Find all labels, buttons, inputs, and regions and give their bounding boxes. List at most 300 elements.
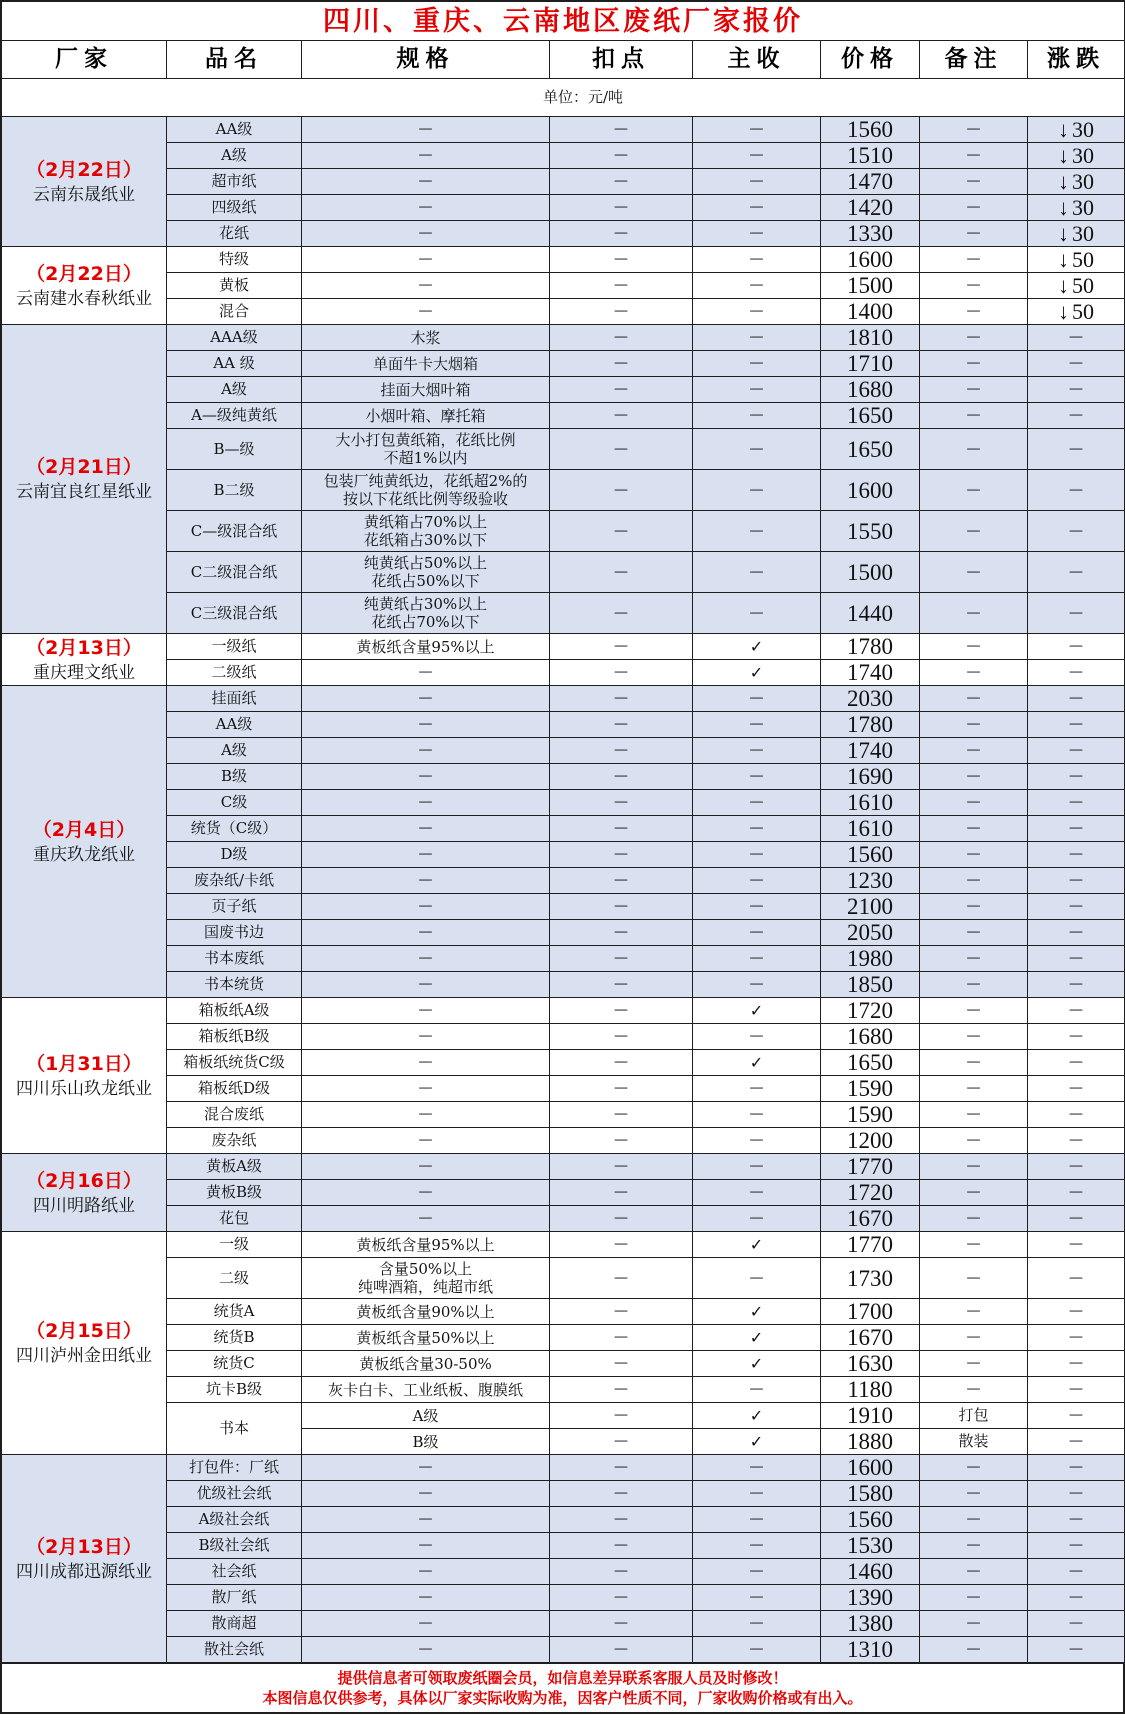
spec-cell <box>302 1637 550 1663</box>
change-cell: — <box>1028 325 1125 351</box>
spec-cell <box>302 920 550 946</box>
price-cell: 1650 <box>821 429 920 470</box>
price-cell: 1460 <box>821 1559 920 1585</box>
product-name: 散厂纸 <box>167 1585 302 1611</box>
note-cell: — <box>920 143 1028 169</box>
product-name: 一级 <box>167 1232 302 1258</box>
factory-date: （2月16日） <box>26 1169 142 1192</box>
price-cell: 1770 <box>821 1154 920 1180</box>
price-cell: 1180 <box>821 1377 920 1403</box>
product-name: 花纸 <box>167 221 302 247</box>
product-name: 箱板纸D级 <box>167 1076 302 1102</box>
product-name: 花包 <box>167 1206 302 1232</box>
spec-line: — <box>418 199 433 215</box>
change-cell: — <box>1028 1559 1125 1585</box>
main-cell: — <box>693 1559 821 1585</box>
main-cell: — <box>693 1455 821 1481</box>
table-row <box>2 920 1125 946</box>
table-row <box>2 117 1125 143</box>
price-cell: 1560 <box>821 1507 920 1533</box>
spec-cell <box>302 946 550 972</box>
spec-cell <box>302 511 550 552</box>
price-cell: 1440 <box>821 593 920 634</box>
table-row <box>2 1559 1125 1585</box>
table-row <box>2 1232 1125 1258</box>
spec-line: — <box>418 716 433 732</box>
table-row <box>2 764 1125 790</box>
product-name: 箱板纸B级 <box>167 1024 302 1050</box>
note-cell: — <box>920 511 1028 552</box>
price-cell: 1880 <box>821 1429 920 1455</box>
spec-line: 小烟叶箱、摩托箱 <box>365 406 486 425</box>
spec-cell <box>302 1050 550 1076</box>
product-name: 挂面纸 <box>167 686 302 712</box>
spec-line: 黄纸箱占70%以上 <box>363 513 488 531</box>
deduct-cell: — <box>550 868 693 894</box>
spec-cell <box>302 195 550 221</box>
note-cell: — <box>920 686 1028 712</box>
spec-line: 木浆 <box>410 328 441 347</box>
factory-name: 云南东晟纸业 <box>33 184 135 205</box>
spec-cell <box>302 1533 550 1559</box>
table-row <box>2 511 1125 552</box>
spec-cell <box>302 1481 550 1507</box>
spec-line: — <box>418 976 433 992</box>
change-cell: — <box>1028 868 1125 894</box>
factory-name: 重庆玖龙纸业 <box>33 844 135 865</box>
change-cell: — <box>1028 593 1125 634</box>
table-row <box>2 1611 1125 1637</box>
product-name: A级 <box>167 143 302 169</box>
table-row <box>2 868 1125 894</box>
change-value: 30 <box>1072 143 1094 168</box>
deduct-cell: — <box>550 1180 693 1206</box>
main-cell: — <box>693 195 821 221</box>
factory-cell <box>2 1455 167 1663</box>
price-cell: 1510 <box>821 143 920 169</box>
spec-line: — <box>418 173 433 189</box>
note-cell: — <box>920 593 1028 634</box>
spec-cell <box>302 842 550 868</box>
main-cell: — <box>693 247 821 273</box>
spec-line: — <box>418 251 433 267</box>
main-cell: — <box>693 1128 821 1154</box>
main-cell: — <box>693 790 821 816</box>
price-cell: 1560 <box>821 842 920 868</box>
deduct-cell: — <box>550 1429 693 1455</box>
change-cell: — <box>1028 686 1125 712</box>
note-cell: — <box>920 660 1028 686</box>
price-cell: 1330 <box>821 221 920 247</box>
table-row <box>2 1206 1125 1232</box>
down-arrow-icon: ↓ <box>1058 247 1069 272</box>
main-cell: — <box>693 1585 821 1611</box>
price-cell: 1230 <box>821 868 920 894</box>
product-name: 二级 <box>167 1258 302 1299</box>
price-cell: 1470 <box>821 169 920 195</box>
price-cell: 1390 <box>821 1585 920 1611</box>
main-cell: — <box>693 351 821 377</box>
factory-date: （1月31日） <box>26 1052 142 1075</box>
note-cell: — <box>920 1076 1028 1102</box>
change-cell: — <box>1028 1076 1125 1102</box>
table-row <box>2 660 1125 686</box>
deduct-cell: — <box>550 325 693 351</box>
table-row <box>2 1102 1125 1128</box>
header-factory: 厂家 <box>2 41 167 79</box>
price-cell: 1740 <box>821 738 920 764</box>
product-name: D级 <box>167 842 302 868</box>
price-cell: 1680 <box>821 377 920 403</box>
down-arrow-icon: ↓ <box>1058 143 1069 168</box>
change-cell: — <box>1028 1180 1125 1206</box>
spec-line: — <box>418 121 433 137</box>
price-cell: 1600 <box>821 1455 920 1481</box>
table-row <box>2 1180 1125 1206</box>
note-cell: — <box>920 1258 1028 1299</box>
product-name: 箱板纸A级 <box>167 998 302 1024</box>
main-cell: — <box>693 946 821 972</box>
price-cell: 1720 <box>821 1180 920 1206</box>
product-name: 统货C <box>167 1351 302 1377</box>
deduct-cell: — <box>550 1024 693 1050</box>
change-cell <box>1028 299 1125 325</box>
price-cell: 2050 <box>821 920 920 946</box>
product-name: 社会纸 <box>167 1559 302 1585</box>
spec-cell <box>302 403 550 429</box>
note-cell: — <box>920 351 1028 377</box>
spec-cell <box>302 1429 550 1455</box>
factory-name: 云南宜良红星纸业 <box>16 482 152 502</box>
note-cell: — <box>920 1128 1028 1154</box>
product-name: 废杂纸 <box>167 1128 302 1154</box>
product-name: 一级纸 <box>167 634 302 660</box>
spec-line: 灰卡白卡、工业纸板、腹膜纸 <box>327 1380 523 1399</box>
check-icon: ✓ <box>693 1325 821 1351</box>
factory-date: （2月13日） <box>26 636 142 659</box>
note-cell: — <box>920 1611 1028 1637</box>
change-cell: — <box>1028 1024 1125 1050</box>
spec-cell <box>302 1076 550 1102</box>
deduct-cell: — <box>550 593 693 634</box>
table-row <box>2 1455 1125 1481</box>
price-cell: 1580 <box>821 1481 920 1507</box>
product-name: C三级混合纸 <box>167 593 302 634</box>
table-row <box>2 143 1125 169</box>
note-cell: — <box>920 712 1028 738</box>
change-value: 50 <box>1072 299 1094 324</box>
main-cell: — <box>693 712 821 738</box>
down-arrow-icon: ↓ <box>1058 273 1069 298</box>
main-cell: — <box>693 1637 821 1663</box>
price-cell: 1500 <box>821 273 920 299</box>
product-name: 书本统货 <box>167 972 302 998</box>
factory-date: （2月21日） <box>26 456 142 478</box>
spec-line: 黄板纸含量30-50% <box>359 1354 492 1373</box>
note-cell: — <box>920 1232 1028 1258</box>
price-cell: 1630 <box>821 1351 920 1377</box>
note-cell: — <box>920 377 1028 403</box>
change-cell: — <box>1028 1481 1125 1507</box>
down-arrow-icon: ↓ <box>1058 299 1069 324</box>
price-cell: 1650 <box>821 403 920 429</box>
price-cell: 1740 <box>821 660 920 686</box>
change-cell <box>1028 117 1125 143</box>
deduct-cell: — <box>550 273 693 299</box>
deduct-cell: — <box>550 1299 693 1325</box>
change-value: 50 <box>1072 273 1094 298</box>
table-row <box>2 1507 1125 1533</box>
product-name: 混合 <box>167 299 302 325</box>
check-icon: ✓ <box>693 1429 821 1455</box>
change-value: 30 <box>1072 195 1094 220</box>
spec-cell <box>302 1611 550 1637</box>
price-cell: 1720 <box>821 998 920 1024</box>
table-row <box>2 1299 1125 1325</box>
deduct-cell: — <box>550 1611 693 1637</box>
spec-cell <box>302 221 550 247</box>
note-cell: — <box>920 1325 1028 1351</box>
spec-cell <box>302 764 550 790</box>
table-row <box>2 738 1125 764</box>
spec-cell <box>302 1377 550 1403</box>
spec-line: — <box>418 1158 433 1174</box>
product-name: 废杂纸/卡纸 <box>167 868 302 894</box>
note-cell: — <box>920 195 1028 221</box>
table-row <box>2 972 1125 998</box>
note-cell: — <box>920 1351 1028 1377</box>
table-row <box>2 686 1125 712</box>
deduct-cell: — <box>550 998 693 1024</box>
note-cell: — <box>920 1024 1028 1050</box>
change-cell: — <box>1028 351 1125 377</box>
note-cell: — <box>920 117 1028 143</box>
spec-line: 挂面大烟叶箱 <box>380 380 471 399</box>
main-cell: — <box>693 377 821 403</box>
spec-cell <box>302 1351 550 1377</box>
table-row <box>2 634 1125 660</box>
note-cell: 打包 <box>920 1403 1028 1429</box>
deduct-cell: — <box>550 1102 693 1128</box>
spec-line: 按以下花纸比例等级验收 <box>342 490 508 508</box>
change-cell: — <box>1028 1611 1125 1637</box>
note-cell: — <box>920 1377 1028 1403</box>
footer-note <box>2 1664 1124 1713</box>
price-table <box>1 1 1125 1663</box>
main-cell: — <box>693 738 821 764</box>
spec-cell <box>302 790 550 816</box>
table-row <box>2 1128 1125 1154</box>
header-row <box>2 41 1125 79</box>
factory-cell <box>2 1154 167 1232</box>
table-row <box>2 377 1125 403</box>
product-name: C二级混合纸 <box>167 552 302 593</box>
price-cell: 1670 <box>821 1325 920 1351</box>
change-value: 50 <box>1072 247 1094 272</box>
change-cell: — <box>1028 1637 1125 1663</box>
header-note: 备注 <box>920 41 1028 79</box>
spec-line: — <box>418 950 433 966</box>
note-cell: — <box>920 1102 1028 1128</box>
main-cell: — <box>693 1102 821 1128</box>
spec-cell <box>302 552 550 593</box>
note-cell: — <box>920 842 1028 868</box>
table-row <box>2 1351 1125 1377</box>
spec-cell <box>302 686 550 712</box>
price-cell: 1400 <box>821 299 920 325</box>
product-name: 坑卡B级 <box>167 1377 302 1403</box>
change-cell: — <box>1028 1585 1125 1611</box>
price-cell: 1670 <box>821 1206 920 1232</box>
deduct-cell: — <box>550 634 693 660</box>
main-cell: — <box>693 764 821 790</box>
spec-line: 纯啤酒箱，纯超市纸 <box>357 1278 493 1296</box>
factory-name: 重庆理文纸业 <box>33 662 135 683</box>
table-row <box>2 325 1125 351</box>
product-name: 打包件：厂纸 <box>167 1455 302 1481</box>
price-cell: 1550 <box>821 511 920 552</box>
product-name: AA级 <box>167 117 302 143</box>
table-row <box>2 816 1125 842</box>
deduct-cell: — <box>550 403 693 429</box>
product-name: 统货B <box>167 1325 302 1351</box>
spec-cell <box>302 816 550 842</box>
deduct-cell: — <box>550 1050 693 1076</box>
change-cell: — <box>1028 790 1125 816</box>
change-cell: — <box>1028 1299 1125 1325</box>
main-cell: — <box>693 593 821 634</box>
deduct-cell: — <box>550 1232 693 1258</box>
price-cell: 1420 <box>821 195 920 221</box>
note-cell: — <box>920 1299 1028 1325</box>
check-icon: ✓ <box>693 1299 821 1325</box>
spec-line: — <box>418 225 433 241</box>
change-cell: — <box>1028 920 1125 946</box>
note-cell: — <box>920 1180 1028 1206</box>
spec-line: — <box>418 1080 433 1096</box>
spec-line: 纯黄纸占50%以上 <box>363 554 488 572</box>
table-row <box>2 221 1125 247</box>
note-cell: — <box>920 894 1028 920</box>
table-row <box>2 1585 1125 1611</box>
change-cell <box>1028 195 1125 221</box>
main-cell: — <box>693 972 821 998</box>
change-value: 30 <box>1072 221 1094 246</box>
spec-cell <box>302 1206 550 1232</box>
change-cell: — <box>1028 1128 1125 1154</box>
spec-line: 单面牛卡大烟箱 <box>372 354 478 373</box>
check-icon: ✓ <box>693 660 821 686</box>
deduct-cell: — <box>550 143 693 169</box>
spec-line: — <box>418 1589 433 1605</box>
spec-line: — <box>418 924 433 940</box>
factory-name: 四川泸州金田纸业 <box>16 1346 152 1366</box>
table-row <box>2 429 1125 470</box>
change-cell <box>1028 221 1125 247</box>
factory-date: （2月15日） <box>26 1320 142 1342</box>
factory-date: （2月4日） <box>32 818 136 841</box>
spec-line: — <box>418 1028 433 1044</box>
deduct-cell: — <box>550 169 693 195</box>
note-cell: — <box>920 946 1028 972</box>
spec-cell <box>302 351 550 377</box>
table-row <box>2 946 1125 972</box>
note-cell: — <box>920 920 1028 946</box>
spec-cell <box>302 377 550 403</box>
table-row <box>2 1377 1125 1403</box>
spec-line: — <box>418 820 433 836</box>
product-name: 箱板纸统货C级 <box>167 1050 302 1076</box>
deduct-cell: — <box>550 470 693 511</box>
deduct-cell: — <box>550 351 693 377</box>
spec-cell <box>302 1180 550 1206</box>
spec-cell <box>302 1154 550 1180</box>
note-cell: — <box>920 403 1028 429</box>
change-cell: — <box>1028 1325 1125 1351</box>
price-cell: 1690 <box>821 764 920 790</box>
table-row <box>2 790 1125 816</box>
deduct-cell: — <box>550 764 693 790</box>
spec-cell <box>302 1585 550 1611</box>
change-cell: — <box>1028 660 1125 686</box>
spec-cell <box>302 470 550 511</box>
deduct-cell: — <box>550 972 693 998</box>
spec-line: 包装厂纯黄纸边，花纸超2%的 <box>323 472 528 490</box>
change-cell: — <box>1028 816 1125 842</box>
table-row <box>2 470 1125 511</box>
factory-date: （2月22日） <box>26 158 142 181</box>
main-cell: — <box>693 429 821 470</box>
spec-cell <box>302 712 550 738</box>
spec-line: 花纸箱占30%以下 <box>363 531 488 549</box>
product-name: B级社会纸 <box>167 1533 302 1559</box>
product-name: C—级混合纸 <box>167 511 302 552</box>
price-cell: 2030 <box>821 686 920 712</box>
note-cell: — <box>920 738 1028 764</box>
price-cell: 1780 <box>821 712 920 738</box>
change-cell: — <box>1028 1507 1125 1533</box>
product-name: AAA级 <box>167 325 302 351</box>
change-cell: — <box>1028 894 1125 920</box>
deduct-cell: — <box>550 221 693 247</box>
sheet-title: 四川、重庆、云南地区废纸厂家报价 <box>2 2 1125 41</box>
note-cell: — <box>920 1507 1028 1533</box>
change-cell <box>1028 169 1125 195</box>
spec-cell <box>302 1455 550 1481</box>
deduct-cell: — <box>550 920 693 946</box>
change-cell: — <box>1028 998 1125 1024</box>
price-cell: 1560 <box>821 117 920 143</box>
price-cell: 1650 <box>821 1050 920 1076</box>
down-arrow-icon: ↓ <box>1058 195 1069 220</box>
price-cell: 1730 <box>821 1258 920 1299</box>
product-name: 四级纸 <box>167 195 302 221</box>
product-name: 散商超 <box>167 1611 302 1637</box>
note-cell: — <box>920 1637 1028 1663</box>
note-cell: — <box>920 1154 1028 1180</box>
change-cell: — <box>1028 634 1125 660</box>
table-row <box>2 1258 1125 1299</box>
deduct-cell: — <box>550 247 693 273</box>
spec-line: — <box>418 742 433 758</box>
deduct-cell: — <box>550 816 693 842</box>
product-name: 黄板A级 <box>167 1154 302 1180</box>
spec-cell <box>302 998 550 1024</box>
table-row <box>2 403 1125 429</box>
spec-cell <box>302 117 550 143</box>
spec-line: — <box>418 846 433 862</box>
check-icon: ✓ <box>693 1403 821 1429</box>
